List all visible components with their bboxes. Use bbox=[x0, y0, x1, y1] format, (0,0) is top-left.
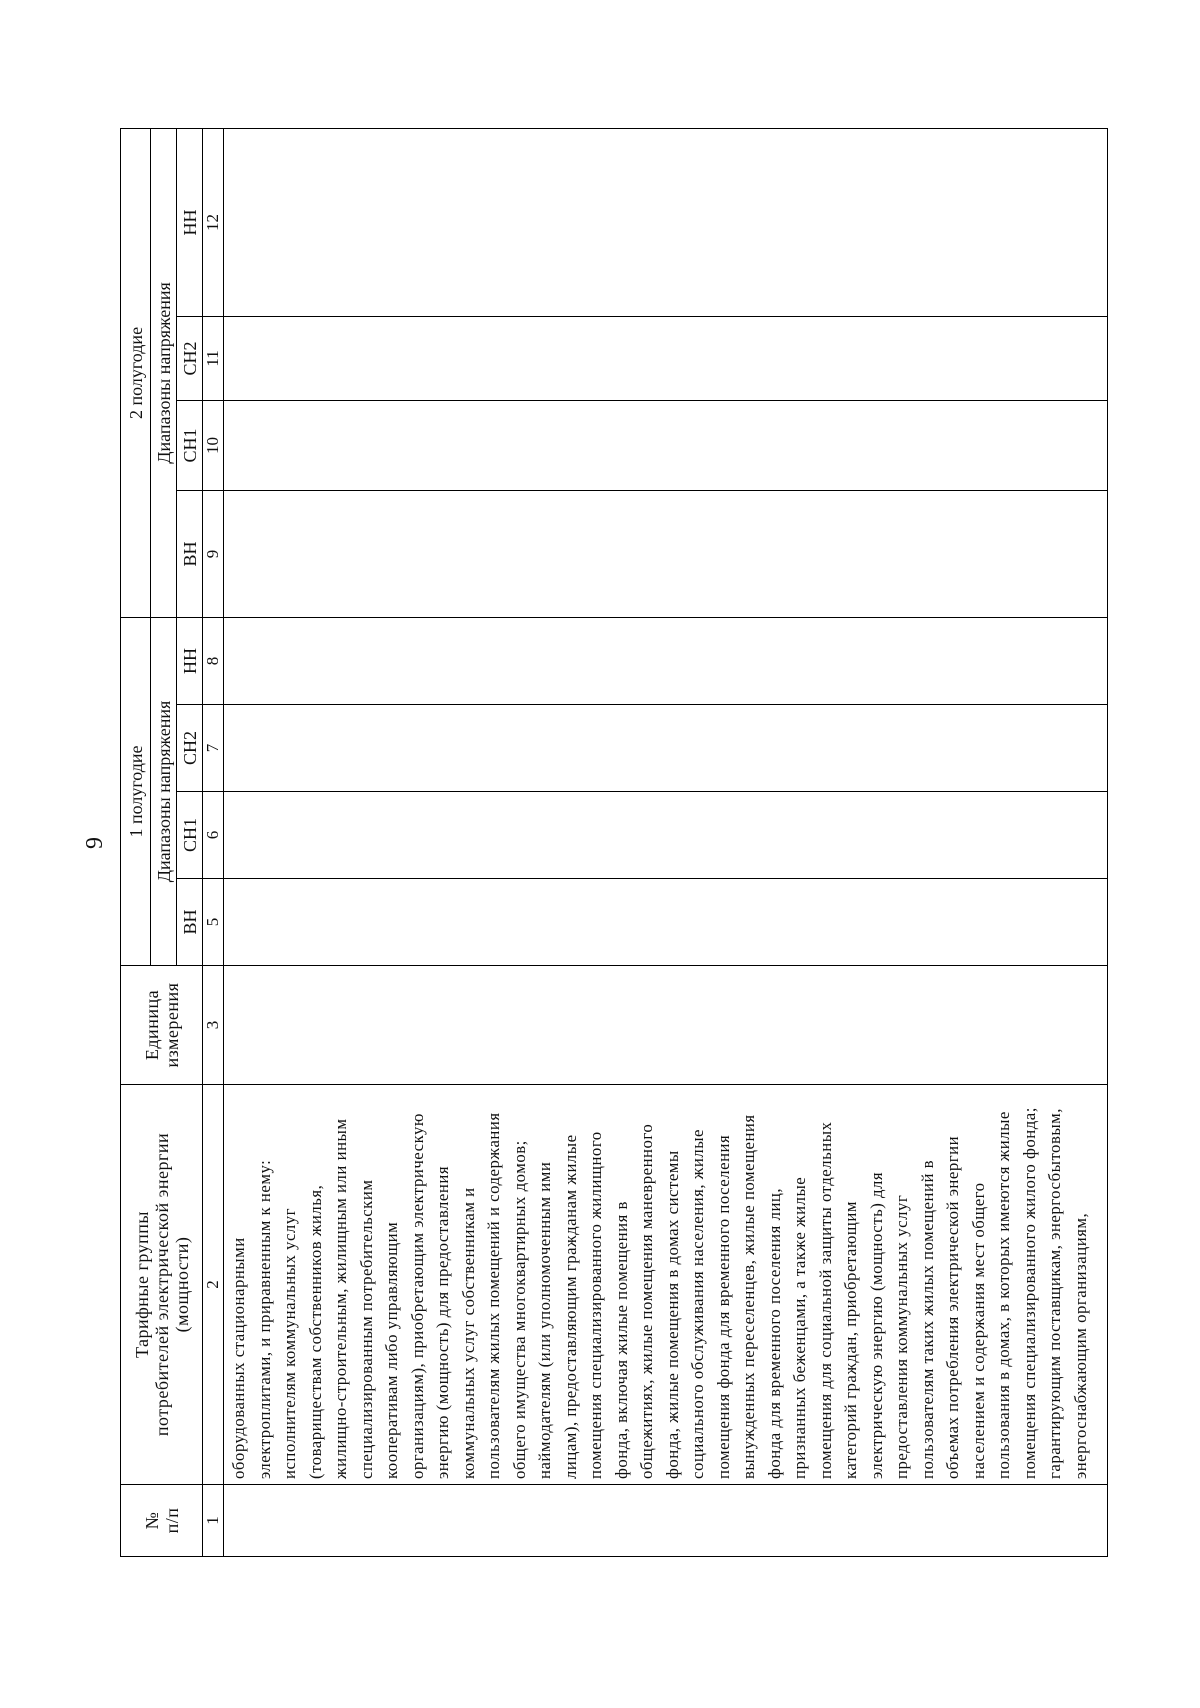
desc-line: населением и содержания мест общего bbox=[968, 1182, 988, 1479]
body-cell bbox=[224, 490, 1108, 617]
desc-line: общежитиях, жилые помещения маневренного bbox=[637, 1123, 656, 1479]
desc-line: электроплитами, и приравненным к нему: bbox=[254, 1159, 274, 1479]
colnum-3: 3 bbox=[203, 966, 224, 1085]
colnum-8: 8 bbox=[203, 617, 224, 704]
desc-line: организациям), приобретающим электрическую bbox=[407, 1113, 427, 1479]
desc-line: электрическую энергию (мощность) для bbox=[866, 1171, 886, 1479]
header-sn2-1: СН2 bbox=[177, 705, 203, 792]
header-voltage-ranges-2: Диапазоны напряжения bbox=[151, 128, 177, 617]
body-cell bbox=[224, 617, 1108, 704]
header-sn1-1: СН1 bbox=[177, 792, 203, 879]
desc-line: исполнителям коммунальных услуг bbox=[280, 1207, 299, 1479]
desc-line: наймодателям (или уполномоченным ими bbox=[535, 1161, 554, 1479]
desc-line: помещения фонда для временного поселения bbox=[713, 1134, 733, 1479]
desc-line: социального обслуживания населения, жилые bbox=[688, 1129, 707, 1479]
desc-line: фонда для временного поселения лиц, bbox=[764, 1187, 784, 1479]
colnum-12: 12 bbox=[203, 128, 224, 316]
tariff-group-description bbox=[224, 1085, 1108, 1485]
desc-line: энергоснабжающим организациям, bbox=[1070, 1212, 1090, 1479]
desc-line: предоставления коммунальных услуг bbox=[892, 1194, 911, 1479]
desc-line: признанных беженцами, а также жилые bbox=[790, 1176, 809, 1479]
header-half1: 1 полугодие bbox=[121, 617, 151, 965]
desc-line: пользователям жилых помещений и содержания bbox=[484, 1112, 503, 1479]
desc-line: гарантирующим поставщикам, энергосбытовым, bbox=[1045, 1108, 1064, 1479]
desc-line: помещения для социальной защиты отдельных bbox=[815, 1121, 835, 1479]
body-cell bbox=[224, 879, 1108, 966]
header-voltage-ranges-1: Диапазоны напряжения bbox=[151, 617, 177, 965]
desc-line: пользователям таких жилых помещений в bbox=[917, 1159, 937, 1479]
header-sn1-2: СН1 bbox=[177, 400, 203, 490]
desc-line: общего имущества многоквартирных домов; bbox=[509, 1140, 529, 1479]
header-nn-1: НН bbox=[177, 617, 203, 704]
colnum-10: 10 bbox=[203, 400, 224, 490]
colnum-9: 9 bbox=[203, 490, 224, 617]
body-cell bbox=[224, 705, 1108, 792]
body-unit bbox=[224, 966, 1108, 1085]
desc-line: фонда, включая жилые помещения в bbox=[611, 1201, 631, 1479]
desc-line: вынужденных переселенцев, жилые помещения bbox=[739, 1114, 758, 1479]
body-cell bbox=[224, 792, 1108, 879]
desc-line: помещения специализированного жилого фонда; bbox=[1019, 1107, 1039, 1479]
desc-line: помещения специализированного жилищного bbox=[586, 1131, 605, 1479]
header-vh-2: ВН bbox=[177, 490, 203, 617]
header-num: № п/п bbox=[121, 1485, 203, 1557]
body-cell bbox=[224, 316, 1108, 400]
colnum-2: 2 bbox=[203, 1085, 224, 1485]
desc-line: лицам), предоставляющим гражданам жилые bbox=[560, 1134, 580, 1479]
desc-line: категорий граждан, приобретающим bbox=[841, 1201, 860, 1479]
desc-line: кооперативам либо управляющим bbox=[382, 1221, 401, 1479]
desc-line: пользования в домах, в которых имеются жилые bbox=[994, 1111, 1013, 1479]
desc-line: жилищно-строительным, жилищным или иным bbox=[331, 1118, 350, 1479]
colnum-5: 5 bbox=[203, 879, 224, 966]
rotated-table-area bbox=[120, 129, 1108, 1557]
colnum-11: 11 bbox=[203, 316, 224, 400]
desc-line: коммунальных услуг собственникам и bbox=[458, 1187, 478, 1479]
body-num bbox=[224, 1485, 1108, 1557]
colnum-7: 7 bbox=[203, 705, 224, 792]
header-vh-1: ВН bbox=[177, 879, 203, 966]
desc-line: оборудованных стационарными bbox=[229, 1237, 248, 1479]
desc-line: объемах потребления электрической энергии bbox=[943, 1135, 962, 1479]
header-tariff-groups: Тарифные группы потребителей электрической энергии (мощности) bbox=[121, 1085, 203, 1485]
header-unit: Единица измерения bbox=[121, 966, 203, 1085]
header-nn-2: НН bbox=[177, 128, 203, 316]
page-number: 9 bbox=[82, 837, 108, 849]
body-cell bbox=[224, 400, 1108, 490]
desc-line: энергию (мощность) для предоставления bbox=[433, 1165, 452, 1479]
header-sn2-2: СН2 bbox=[177, 316, 203, 400]
colnum-1: 1 bbox=[203, 1485, 224, 1557]
desc-line: специализированным потребительским bbox=[356, 1179, 376, 1479]
header-half2: 2 полугодие bbox=[121, 128, 151, 617]
desc-line: (товариществам собственников жилья, bbox=[305, 1184, 325, 1479]
body-cell bbox=[224, 128, 1108, 316]
tariff-table bbox=[120, 128, 1108, 1557]
colnum-6: 6 bbox=[203, 792, 224, 879]
desc-line: фонда, жилые помещения в домах системы bbox=[662, 1150, 682, 1479]
